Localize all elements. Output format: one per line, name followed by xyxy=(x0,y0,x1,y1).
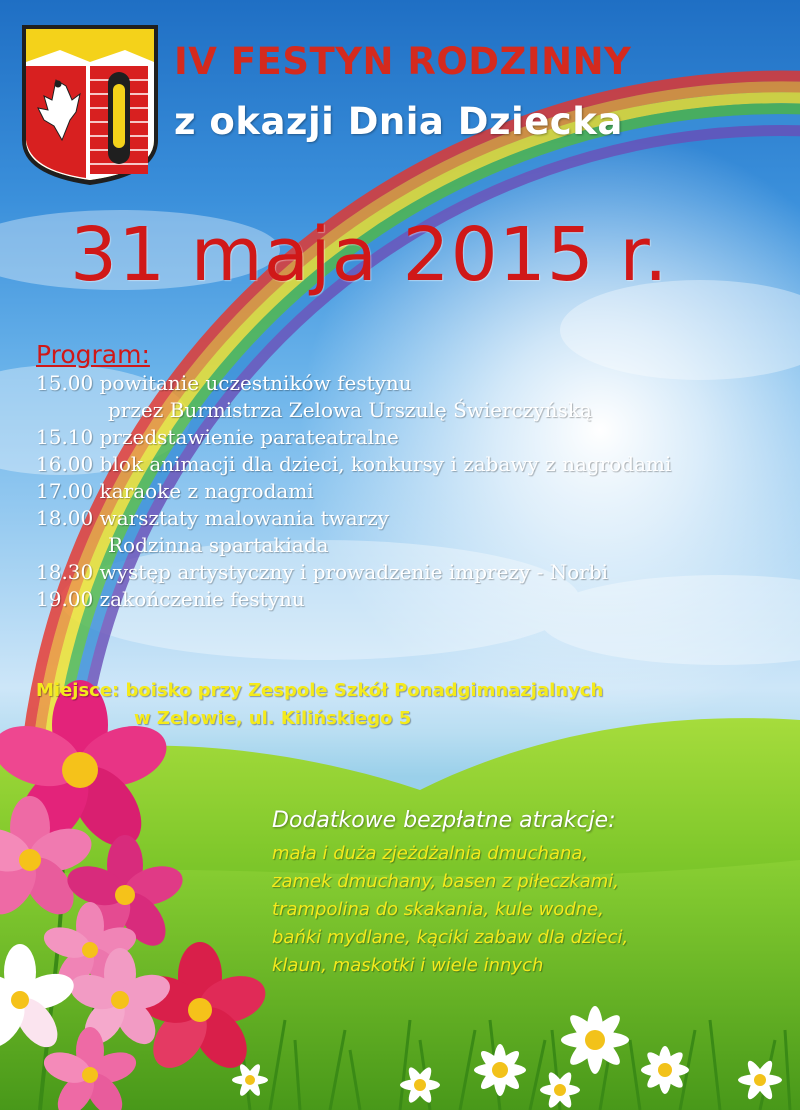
extras-item: zamek dmuchany, basen z piłeczkami, xyxy=(272,871,619,892)
extras-item: trampolina do skakania, kule wodne, xyxy=(272,899,604,920)
program-item: Rodzinna spartakiada xyxy=(108,533,329,557)
program-item: 19.00 zakończenie festynu xyxy=(36,587,305,611)
venue-line-2: w Zelowie, ul. Kilińskiego 5 xyxy=(134,708,412,729)
extras-heading: Dodatkowe bezpłatne atrakcje: xyxy=(272,808,616,833)
program-item: 18.30 występ artystyczny i prowadzenie imprezy - Norbi xyxy=(36,560,609,584)
extras-item: bańki mydlane, kąciki zabaw dla dzieci, xyxy=(272,927,629,948)
poster-subtitle: z okazji Dnia Dziecka xyxy=(174,100,623,143)
program-heading: Program: xyxy=(36,340,150,369)
program-item: 15.00 powitanie uczestników festynu xyxy=(36,371,412,395)
coat-of-arms-icon xyxy=(22,25,158,185)
extras-item: mała i duża zjeżdżalnia dmuchana, xyxy=(272,843,589,864)
event-date: 31 maja 2015 r. xyxy=(70,212,669,298)
venue-line-1: Miejsce: boisko przy Zespole Szkół Ponadgimnazjalnych xyxy=(36,680,604,701)
tower-icon xyxy=(90,66,148,174)
program-item: 18.00 warsztaty malowania twarzy xyxy=(36,506,390,530)
program-item: 15.10 przedstawienie parateatralne xyxy=(36,425,399,449)
program-item: 16.00 blok animacji dla dzieci, konkursy i zabawy z nagrodami xyxy=(36,452,672,476)
program-item: 17.00 karaoke z nagrodami xyxy=(36,479,314,503)
program-item: przez Burmistrza Zelowa Urszulę Świerczyńską xyxy=(108,398,592,422)
extras-list xyxy=(272,840,628,980)
extras-item: klaun, maskotki i wiele innych xyxy=(272,955,544,976)
poster-title: IV FESTYN RODZINNY xyxy=(174,40,632,83)
program-list xyxy=(36,370,671,613)
